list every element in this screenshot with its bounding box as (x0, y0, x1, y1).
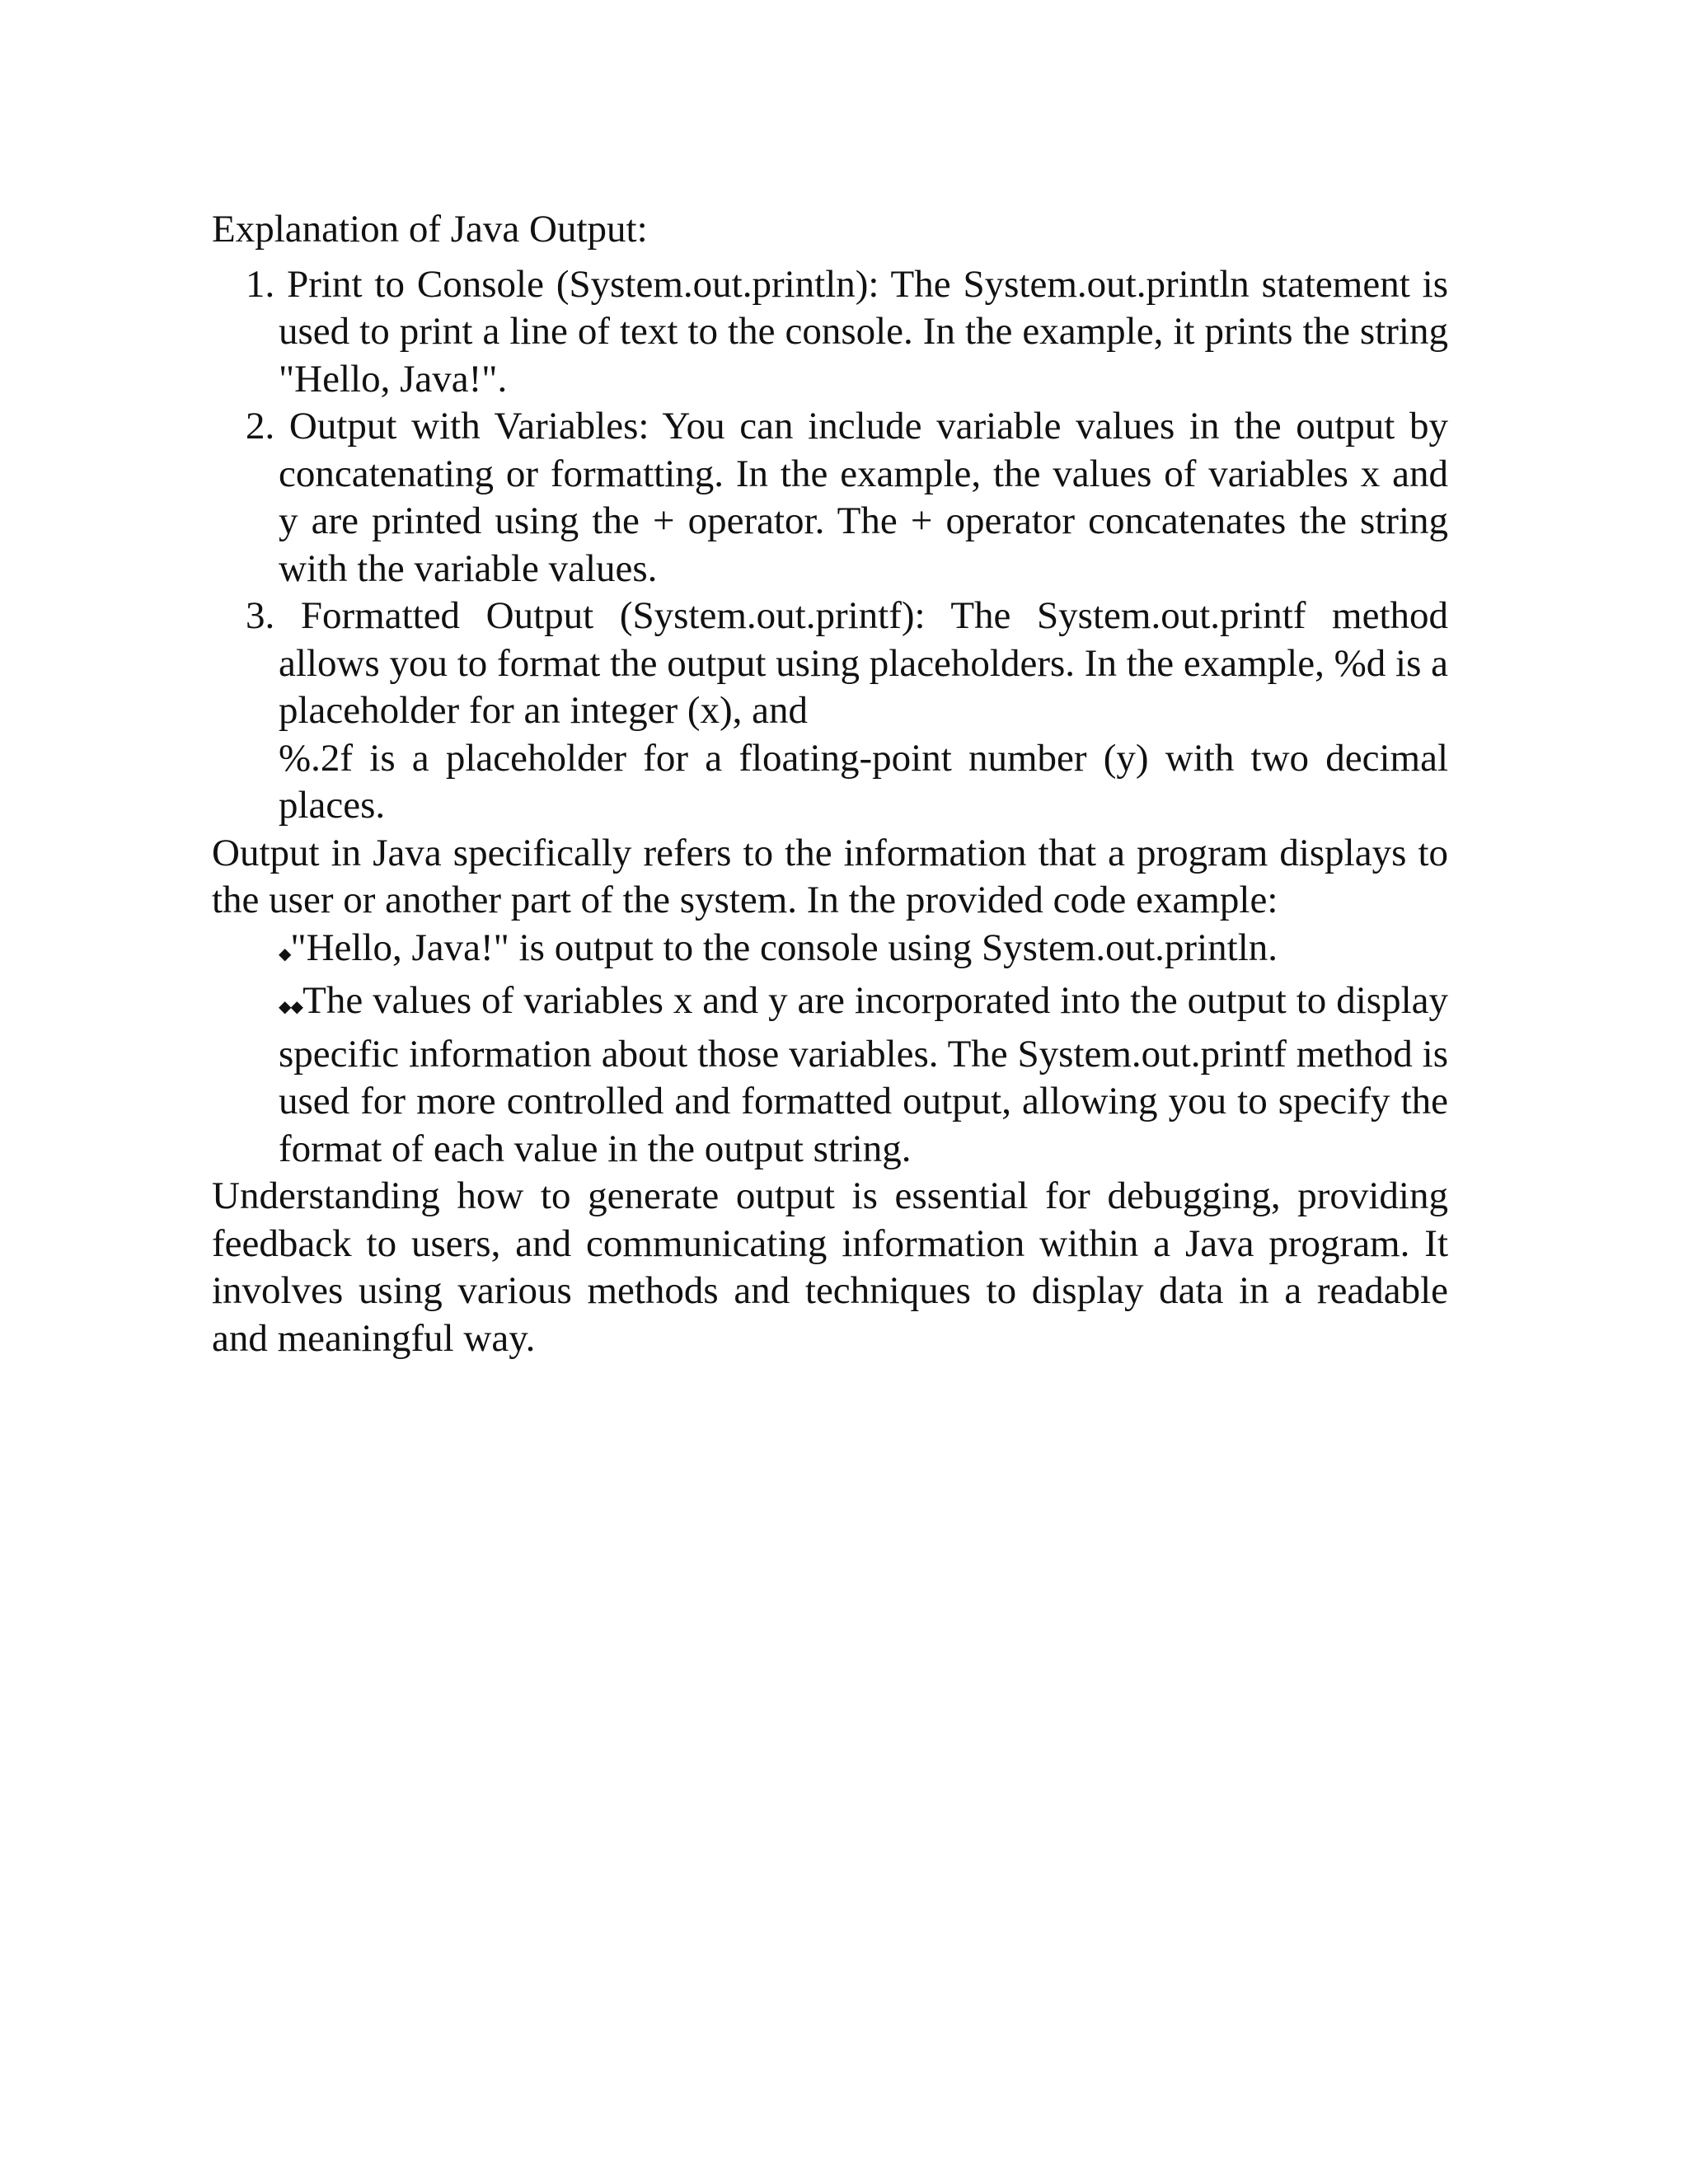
intro-paragraph: Output in Java specifically refers to the information that a program displays to the user or another part of the system. In the provided code example: (212, 831, 1448, 921)
bullet-item (212, 925, 1448, 978)
list-item-number: 3. (246, 594, 275, 637)
diamond-bullet-icon: ◆ (279, 943, 291, 963)
diamond-bullet-icon: ◆◆ (279, 996, 303, 1016)
list-item-number: 2. (246, 405, 275, 448)
bullet-text: The values of variables x and y are incorporated into the output to display specific information about those variables. The System.out.printf method is used for more controlled and formatted output, allowing you to specify the format of each value in the output string. (279, 979, 1448, 1170)
list-item-text: Print to Console (System.out.println): The System.out.println statement is used to print a line of text to the console. In the example, it prints the string "Hello, Java!". (279, 262, 1449, 401)
document-page (212, 206, 1448, 1362)
list-item (212, 403, 1448, 593)
closing-paragraph: Understanding how to generate output is essential for debugging, providing feedback to users, and communicating information within a Java program. It involves using various methods and techniques to display data in a readable and meaningful way. (212, 1174, 1448, 1360)
list-item (212, 261, 1448, 404)
document-title: Explanation of Java Output: (212, 208, 648, 251)
list-item-number: 1. (246, 262, 275, 306)
numbered-list (212, 261, 1448, 830)
list-item-continuation: %.2f is a placeholder for a floating-point number (y) with two decimal places. (279, 736, 1448, 827)
list-item-text: Output with Variables: You can include variable values in the output by concatenating or formatting. In the example, the values of variables x and y are printed using the + operator. The + operator concatenates the string with the variable values. (279, 405, 1449, 590)
list-item (212, 593, 1448, 735)
bullet-item (212, 977, 1448, 1173)
bullet-text: "Hello, Java!" is output to the console using System.out.println. (290, 926, 1278, 969)
list-item-text: Formatted Output (System.out.printf): The System.out.printf method allows you to format the output using placeholders. In the example, %d is a placeholder for an integer (x), and (279, 594, 1449, 732)
bullet-list (212, 925, 1448, 1174)
